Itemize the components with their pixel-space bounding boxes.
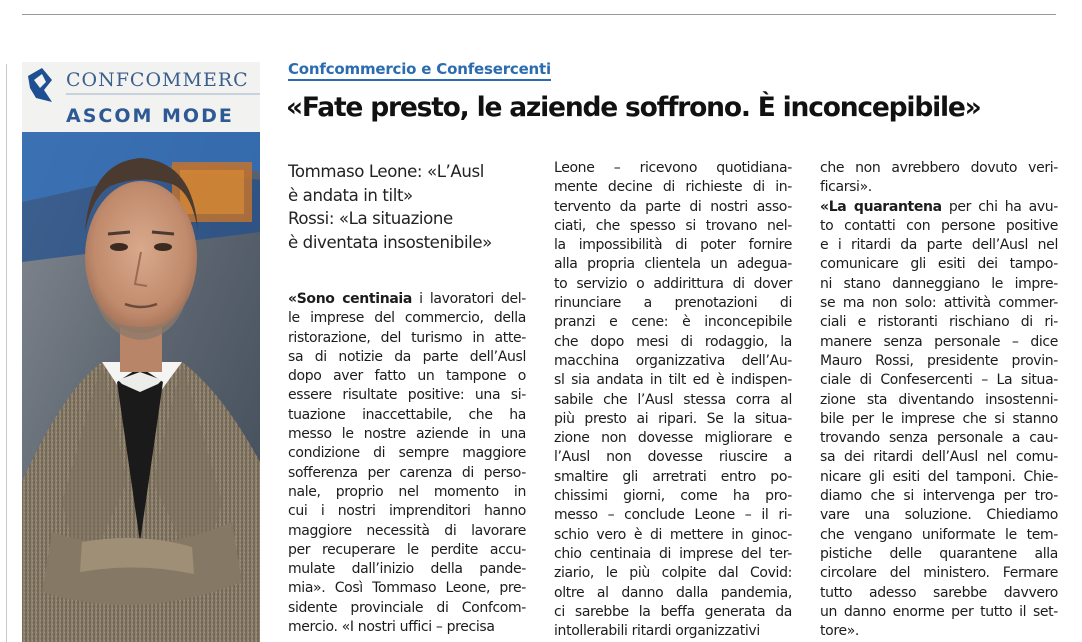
body-line: messo le nostre aziende in una	[288, 426, 526, 443]
body-line: mulate dall’inizio della pande-	[288, 561, 526, 578]
body-line: vare una soluzione. Chiediamo	[820, 507, 1058, 524]
article-headline: «Fate presto, le aziende soffrono. È inconcepibile»	[286, 92, 981, 123]
body-line: che vengano uniformate le tem-	[820, 526, 1058, 543]
body-line: la impossibilità di poter fornire	[554, 237, 792, 254]
body-line: ci sarebbe la beffa generata da	[554, 603, 792, 620]
body-line: e i ritardi da parte dell’Ausl nel	[820, 237, 1058, 254]
body-line: l’Ausl non dovesse riuscire a	[554, 449, 792, 466]
body-line: Mauro Rossi, presidente provin-	[820, 352, 1058, 369]
portrait-illustration	[22, 62, 260, 642]
body-line: che dopo mesi di rodaggio, la	[554, 333, 792, 350]
body-line: «La quarantena per chi ha avu-	[820, 198, 1058, 215]
body-column-1	[288, 290, 526, 637]
portrait-photo	[22, 62, 260, 642]
page-edge-mark	[6, 64, 7, 642]
body-line: tore».	[820, 623, 860, 640]
body-line: to servizio o addirittura di dover	[554, 275, 792, 292]
body-line: ni stano danneggiano le impre-	[820, 275, 1058, 292]
body-line: tutto adesso sarebbe davvero	[820, 584, 1058, 601]
body-line: smaltire gli arretrati entro po-	[554, 468, 792, 485]
top-rule	[22, 14, 1056, 15]
body-line: diamo che si intervenga per tro-	[820, 488, 1058, 505]
subhead-line: è diventata insostenibile»	[288, 232, 492, 252]
body-line: pistiche delle quarantene alla	[820, 545, 1058, 562]
body-line: se ma non solo: attività commer-	[820, 295, 1058, 312]
body-line: zione non dovesse migliorare e	[554, 430, 792, 447]
body-line: cui i nostri imprenditori hanno	[288, 503, 526, 520]
body-line: comunicare gli esiti dei tampo-	[820, 256, 1058, 273]
lead-in: «La quarantena	[820, 198, 942, 215]
svg-text:CONFCOMMERC: CONFCOMMERC	[66, 69, 249, 91]
body-line: ristorazione, del turismo in atte-	[288, 329, 526, 346]
body-line: dopo aver fatto un tampone o	[288, 368, 526, 385]
body-line: rinunciare a prenotazioni di	[554, 295, 792, 312]
body-line: sa di notizie da parte dell’Ausl	[288, 348, 526, 365]
subhead-line: Rossi: «La situazione	[288, 209, 453, 228]
svg-text:ASCOM MODE: ASCOM MODE	[66, 105, 234, 127]
body-line: condizione di sempre maggiore	[288, 445, 526, 462]
body-line: manere senza personale – dice	[820, 333, 1058, 350]
body-line: sa dei ritardi dell’Ausl nel comu-	[820, 449, 1058, 466]
body-line: chio centinaia di imprese del ter-	[554, 545, 792, 562]
body-line: mercio. «I nostri uffici – precisa	[288, 619, 495, 636]
body-line: intollerabili ritardi organizzativi	[554, 623, 760, 640]
body-line: ciali e ristoranti rischiano di ri-	[820, 314, 1058, 331]
body-column-3	[820, 159, 1058, 641]
lead-in: «Sono centinaia	[288, 291, 412, 307]
body-line: nicare gli esiti del tamponi. Chie-	[820, 468, 1058, 485]
body-line: bile per le imprese che si stanno	[820, 410, 1058, 427]
body-line: circolare del ministero. Fermare	[820, 565, 1058, 582]
body-line: maggiore necessità di lavorare	[288, 522, 526, 539]
body-column-2	[554, 159, 792, 641]
body-line: to contatti con persone positive	[820, 217, 1058, 234]
body-line: chissimi giorni, come ha pro-	[554, 488, 792, 505]
body-line: trovando senza personale a cau-	[820, 430, 1058, 447]
body-line: mia». Così Tommaso Leone, pre-	[288, 580, 526, 597]
body-line: ziario, le più colpite dal Covid:	[554, 565, 792, 582]
subhead-line: Tommaso Leone: «L’Ausl	[288, 162, 484, 181]
section-kicker: Confcommercio e Confesercenti	[288, 60, 551, 81]
body-line: messo – conclude Leone – il ri-	[554, 507, 792, 524]
article-subheadline	[288, 160, 538, 254]
body-line: pranzi e cene: è inconcepibile	[554, 314, 792, 331]
body-line: tervento da parte di nostri asso-	[554, 198, 792, 215]
body-line: sofferenza per carenza di perso-	[288, 464, 526, 481]
body-line: per recuperare le perdite accu-	[288, 541, 526, 558]
body-line: ciati, che spesso si trovano nel-	[554, 217, 792, 234]
body-line: oltre al danno dalla pandemia,	[554, 584, 792, 601]
body-line: sabile che l’Ausl stessa corra al	[554, 391, 792, 408]
body-line: sl sia andata in tilt ed è indispen-	[554, 372, 792, 389]
body-line: zione sta diventando insostenni-	[820, 391, 1058, 408]
body-line: nale, proprio nel momento in	[288, 483, 526, 500]
body-line: mente decine di richieste di in-	[554, 179, 792, 196]
body-line: più presto ai ripari. Se la situa-	[554, 410, 792, 427]
body-line: tuazione inaccettabile, che ha	[288, 406, 526, 423]
body-line: alla propria clientela un adegua-	[554, 256, 792, 273]
body-line: le imprese del commercio, della	[288, 310, 526, 327]
body-line: che non avrebbero dovuto veri-	[820, 160, 1058, 176]
body-line: sidente provinciale di Confcom-	[288, 599, 526, 616]
body-line: un danno enorme per tutto il set-	[820, 603, 1058, 620]
body-line: schio vero è di mettere in ginoc-	[554, 526, 792, 543]
subhead-line: è andata in tilt»	[288, 185, 413, 205]
body-line: «Sono centinaia i lavoratori del-	[288, 291, 526, 307]
body-line: ficarsi».	[820, 179, 872, 196]
body-line: ciale di Confesercenti – La situa-	[820, 372, 1058, 389]
body-line: essere risultate positive: una si-	[288, 387, 526, 404]
body-line: Leone – ricevono quotidiana-	[554, 160, 792, 176]
body-line: macchina organizzativa dell’Au-	[554, 352, 792, 369]
